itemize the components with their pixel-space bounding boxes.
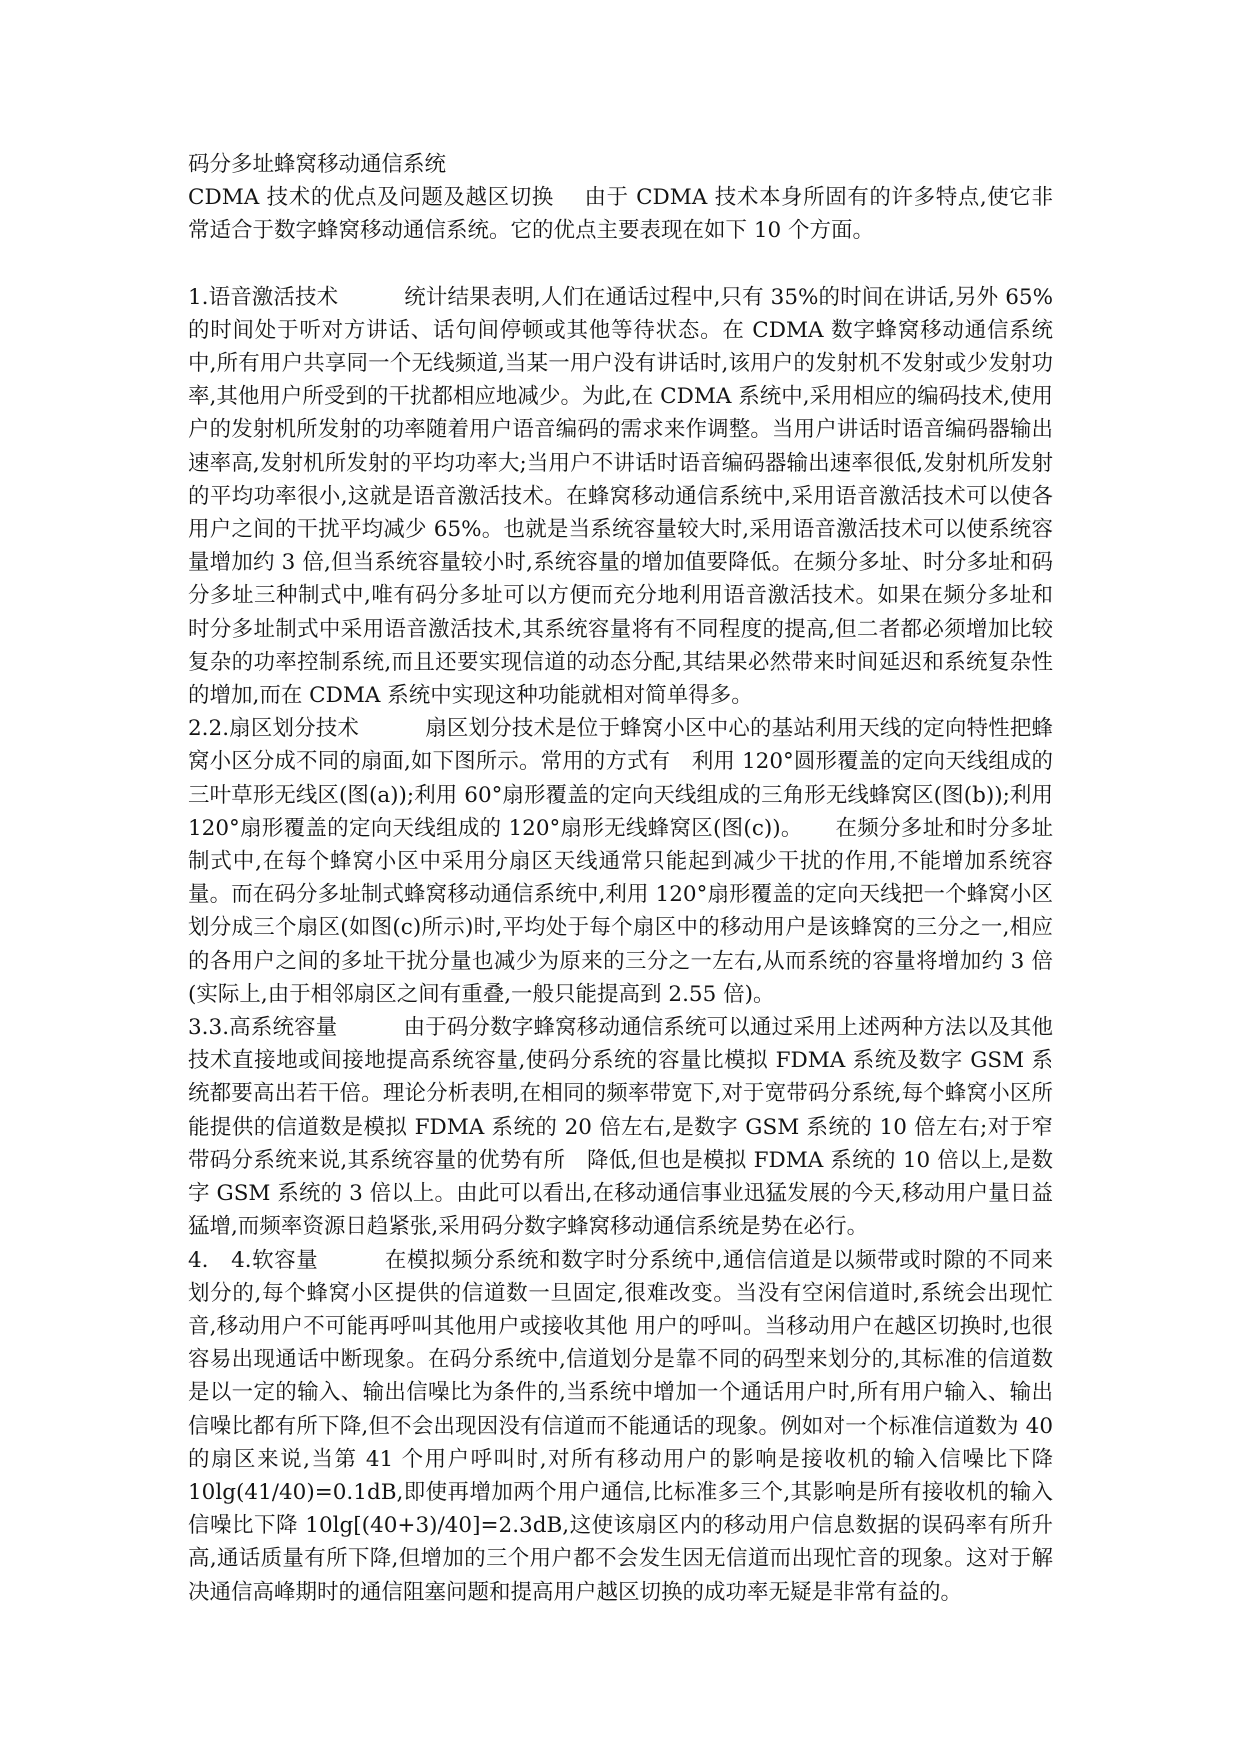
section-text: 在模拟频分系统和数字时分系统中,通信信道是以频带或时隙的不同来划分的,每个蜂窝小区提供的信道数一旦固定,很难改变。当没有空闲信道时,系统会出现忙音,移动用户不可能再呼叫其他用户或接收其他 用户的呼叫。当移动用户在越区切换时,也很容易出现通话中断现象。在码分系统中,信道划分是靠不同的码型来划分的,其标准的信道数是以一定的输入、输出信噪比为条件的,当系统中增加一个通话用户时,所有用户输入、输出信噪比都有所下降,但不会出现因没有信道而不能通话的现象。例如对一个标准信道数为 40 的扇区来说,当第 41 个用户呼叫时,对所有移动用户的影响是接收机的输入信噪比下降 10lg(41/40)=0.1dB,即使再增加两个用户通信,比标准多三个,其影响是所有接收机的输入信噪比下降 10lg[(40+3)/40]=2.3dB,这使该扇区内的移动用户信息数据的误码率有所升高,通话质量有所下降,但增加的三个用户都不会发生因无信道而出现忙音的现象。这对于解决通信高峰期时的通信阻塞问题和提高用户越区切换的成功率无疑是非常有益的。 [188, 1247, 1053, 1605]
section-paragraph [188, 1011, 1053, 1243]
document-body [188, 148, 1053, 1609]
section-paragraph [188, 1244, 1053, 1609]
section-text: 统计结果表明,人们在通话过程中,只有 35%的时间在讲话,另外 65%的时间处于听对方讲话、话句间停顿或其他等待状态。在 CDMA 数字蜂窝移动通信系统中,所有用户共享同一个无线频道,当某一用户没有讲话时,该用户的发射机不发射或少发射功率,其他用户所受到的干扰都相应地减少。为此,在 CDMA 系统中,采用相应的编码技术,使用户的发射机所发射的功率随着用户语音编码的需求来作调整。当用户讲话时语音编码器输出速率高,发射机所发射的平均功率大;当用户不讲话时语音编码器输出速率很低,发射机所发射的平均功率很小,这就是语音激活技术。在蜂窝移动通信系统中,采用语音激活技术可以使各用户之间的干扰平均减少 65%。也就是当系统容量较大时,采用语音激活技术可以使系统容量增加约 3 倍,但当系统容量较小时,系统容量的增加值要降低。在频分多址、时分多址和码分多址三种制式中,唯有码分多址可以方便而充分地利用语音激活技术。如果在频分多址和时分多址制式中采用语音激活技术,其系统容量将有不同程度的提高,但二者都必须增加比较复杂的功率控制系统,而且还要实现信道的动态分配,其结果必然带来时间延迟和系统复杂性的增加,而在 CDMA 系统中实现这种功能就相对简单得多。 [188, 284, 1053, 709]
intro-heading: CDMA 技术的优点及问题及越区切换 [188, 185, 554, 211]
section-heading: 2.2.扇区划分技术 [188, 716, 360, 742]
intro-paragraph [188, 181, 1053, 247]
section-heading: 4. 4.软容量 [188, 1247, 319, 1273]
section-paragraph [188, 712, 1053, 1011]
section-heading: 1.语音激活技术 [188, 284, 339, 310]
intro-text: 由于 CDMA 技术本身所固有的许多特点,使它非常适合于数字蜂窝移动通信系统。它的优点主要表现在如下 10 个方面。 [188, 185, 1053, 244]
document-title: 码分多址蜂窝移动通信系统 [188, 152, 447, 177]
section-heading: 3.3.高系统容量 [188, 1015, 338, 1041]
section-text: 扇区划分技术是位于蜂窝小区中心的基站利用天线的定向特性把蜂窝小区分成不同的扇面,如下图所示。常用的方式有 利用 120°圆形覆盖的定向天线组成的三叶草形无线区(图(a));利用 60°扇形覆盖的定向天线组成的三角形无线蜂窝区(图(b));利用 120°扇形覆盖的定向天线组成的 120°扇形无线蜂窝区(图(c))。 在频分多址和时分多址制式中,在每个蜂窝小区中采用分扇区天线通常只能起到减少干扰的作用,不能增加系统容量。而在码分多址制式蜂窝移动通信系统中,利用 120°扇形覆盖的定向天线把一个蜂窝小区划分成三个扇区(如图(c)所示)时,平均处于每个扇区中的移动用户是该蜂窝的三分之一,相应的各用户之间的多址干扰分量也减少为原来的三分之一左右,从而系统的容量将增加约 3 倍(实际上,由于相邻扇区之间有重叠,一般只能提高到 2.55 倍)。 [188, 716, 1053, 1007]
section-text: 由于码分数字蜂窝移动通信系统可以通过采用上述两种方法以及其他技术直接地或间接地提高系统容量,使码分系统的容量比模拟 FDMA 系统及数字 GSM 系统都要高出若干倍。理论分析表明,在相同的频率带宽下,对于宽带码分系统,每个蜂窝小区所能提供的信道数是模拟 FDMA 系统的 20 倍左右,是数字 GSM 系统的 10 倍左右;对于窄带码分系统来说,其系统容量的优势有所 降低,但也是模拟 FDMA 系统的 10 倍以上,是数字 GSM 系统的 3 倍以上。由此可以看出,在移动通信事业迅猛发展的今天,移动用户量日益猛增,而频率资源日趋紧张,采用码分数字蜂窝移动通信系统是势在必行。 [188, 1015, 1053, 1240]
section-paragraph [188, 281, 1053, 713]
